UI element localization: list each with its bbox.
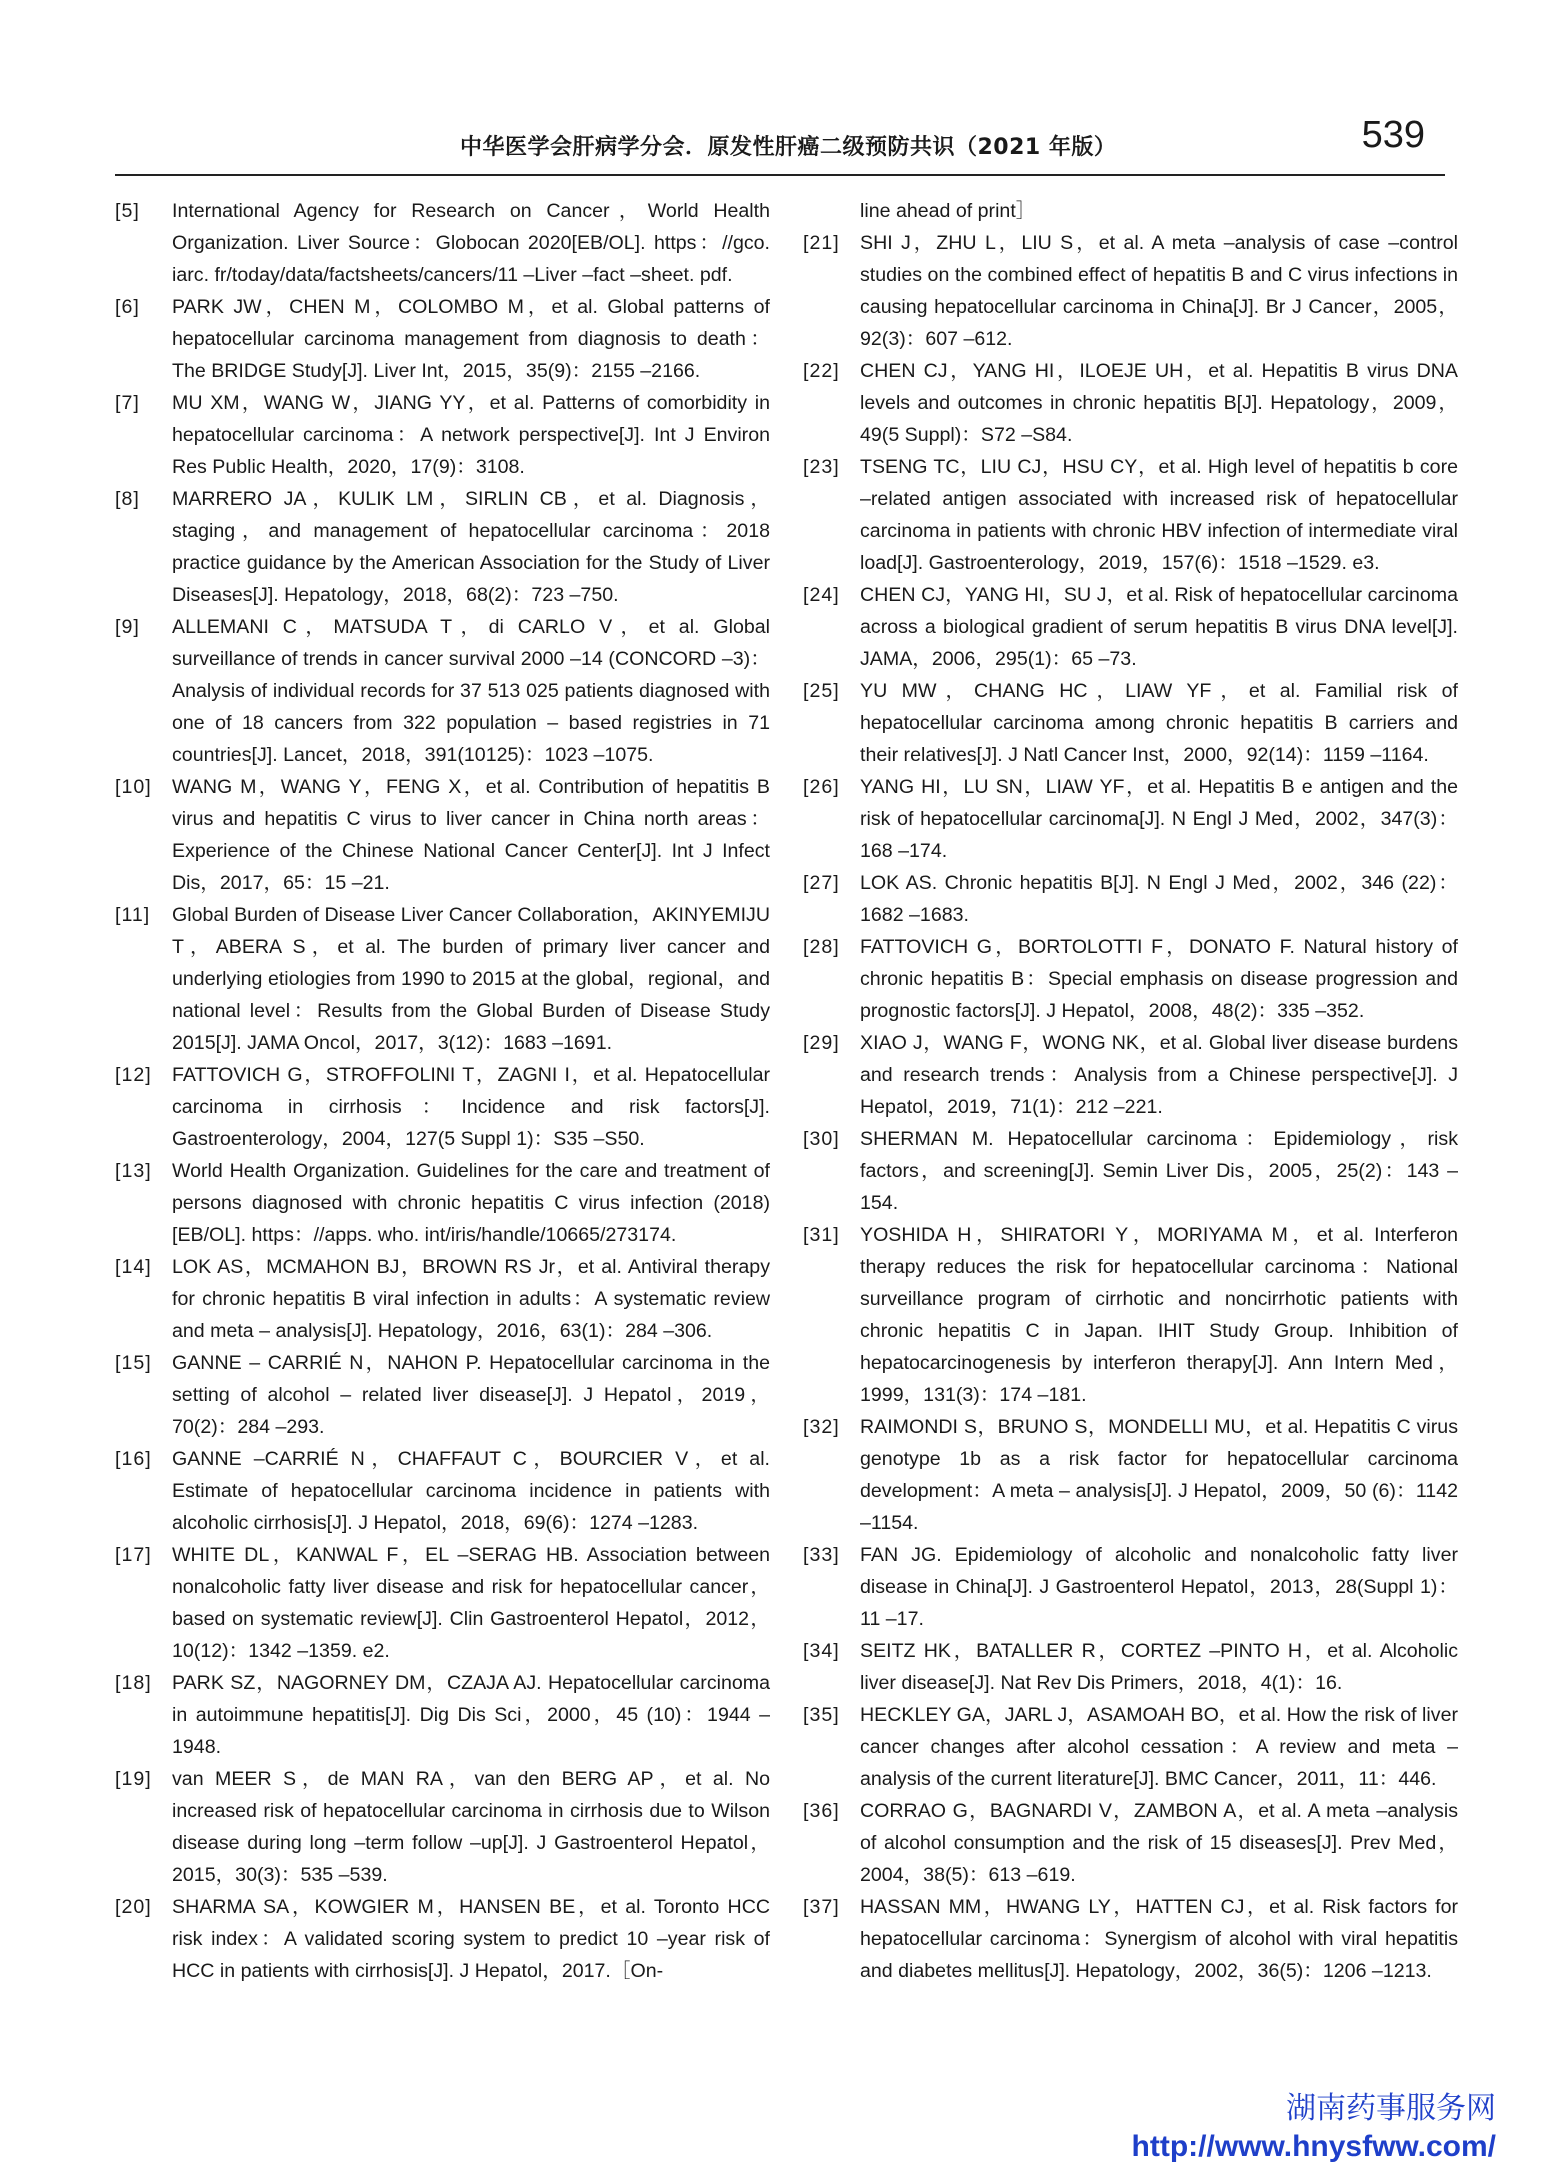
reference-text: YU MW，CHANG HC，LIAW YF，et al. Familial risk of hepatocellular carcinoma among chronic hepatitis B carriers and their relatives[J]. J Natl Cancer Inst，2000，92(14)：1159 –1164.	[860, 680, 1458, 766]
header-title: 中华医学会肝病学分会．原发性肝癌二级预防共识（2021 年版）	[460, 135, 1117, 160]
reference-column-right	[803, 195, 1458, 1987]
reference-item	[115, 1891, 770, 1987]
reference-text: GANNE – CARRIÉ N，NAHON P. Hepatocellular carcinoma in the setting of alcohol – related liver disease[J]. J Hepatol，2019，70(2)：284 –293.	[172, 1352, 770, 1438]
reference-number: [14]	[115, 1256, 152, 1278]
reference-text: CORRAO G，BAGNARDI V，ZAMBON A，et al. A meta –analysis of alcohol consumption and the risk of 15 diseases[J]. Prev Med，2004，38(5)：613 –619.	[860, 1800, 1458, 1886]
reference-text: Global Burden of Disease Liver Cancer Collaboration，AKINYEMIJU T，ABERA S，et al. The burden of primary liver cancer and underlying etiologies from 1990 to 2015 at the global，regional，and national level：Results from the Global Burden of Disease Study 2015[J]. JAMA Oncol，2017，3(12)：1683 –1691.	[172, 904, 770, 1054]
reference-item	[115, 1763, 770, 1891]
reference-text: SHERMAN M. Hepatocellular carcinoma：Epidemiology，risk factors，and screening[J]. Semin Liver Dis，2005，25(2)：143 –154.	[860, 1128, 1458, 1214]
reference-number: [33]	[803, 1544, 840, 1566]
reference-text: CHEN CJ，YANG HI，ILOEJE UH，et al. Hepatitis B virus DNA levels and outcomes in chronic hepatitis B[J]. Hepatology，2009，49(5 Suppl)：S72 –S84.	[860, 360, 1458, 446]
reference-number: [18]	[115, 1672, 152, 1694]
reference-item	[115, 771, 770, 899]
reference-text: LOK AS. Chronic hepatitis B[J]. N Engl J Med，2002，346 (22)：1682 –1683.	[860, 872, 1458, 926]
reference-text: ALLEMANI C，MATSUDA T，di CARLO V，et al. Global surveillance of trends in cancer survival 2000 –14 (CONCORD –3)：Analysis of individual records for 37 513 025 patients diagnosed with one of 18 cancers from 322 population – based registries in 71 countries[J]. Lancet，2018，391(10125)：1023 –1075.	[172, 616, 770, 766]
reference-item	[803, 1411, 1458, 1539]
reference-item	[803, 355, 1458, 451]
reference-text: WANG M，WANG Y，FENG X，et al. Contribution of hepatitis B virus and hepatitis C virus to liver cancer in China north areas：Experience of the Chinese National Cancer Center[J]. Int J Infect Dis，2017，65：15 –21.	[172, 776, 770, 894]
reference-number: [8]	[115, 488, 140, 510]
reference-text: SHARMA SA，KOWGIER M，HANSEN BE，et al. Toronto HCC risk index：A validated scoring system to predict 10 –year risk of HCC in patients with cirrhosis[J]. J Hepatol，2017.［On-	[172, 1896, 770, 1982]
reference-text: MARRERO JA，KULIK LM，SIRLIN CB，et al. Diagnosis，staging，and management of hepatocellular carcinoma：2018 practice guidance by the American Association for the Study of Liver Diseases[J]. Hepatology，2018，68(2)：723 –750.	[172, 488, 770, 606]
reference-text: RAIMONDI S，BRUNO S，MONDELLI MU，et al. Hepatitis C virus genotype 1b as a risk factor for hepatocellular carcinoma development：A meta – analysis[J]. J Hepatol，2009，50 (6)：1142 –1154.	[860, 1416, 1458, 1534]
page-number: 539	[1361, 114, 1425, 156]
reference-text: PARK JW，CHEN M，COLOMBO M，et al. Global patterns of hepatocellular carcinoma management from diagnosis to death：The BRIDGE Study[J]. Liver Int，2015，35(9)：2155 –2166.	[172, 296, 770, 382]
reference-text: LOK AS，MCMAHON BJ，BROWN RS Jr，et al. Antiviral therapy for chronic hepatitis B viral infection in adults：A systematic review and meta – analysis[J]. Hepatology，2016，63(1)：284 –306.	[172, 1256, 770, 1342]
reference-text: van MEER S，de MAN RA，van den BERG AP，et al. No increased risk of hepatocellular carcinoma in cirrhosis due to Wilson disease during long –term follow –up[J]. J Gastroenterol Hepatol，2015，30(3)：535 –539.	[172, 1768, 770, 1886]
watermark-site-name: 湖南药事服务网	[1286, 2091, 1496, 2126]
reference-item	[115, 1347, 770, 1443]
reference-text: HECKLEY GA，JARL J，ASAMOAH BO，et al. How the risk of liver cancer changes after alcohol cessation：A review and meta –analysis of the current literature[J]. BMC Cancer，2011，11：446.	[860, 1704, 1458, 1790]
reference-item	[803, 1635, 1458, 1699]
reference-number: [28]	[803, 936, 840, 958]
reference-text: HASSAN MM，HWANG LY，HATTEN CJ，et al. Risk factors for hepatocellular carcinoma：Synergism of alcohol with viral hepatitis and diabetes mellitus[J]. Hepatology，2002，36(5)：1206 –1213.	[860, 1896, 1458, 1982]
reference-item	[803, 1795, 1458, 1891]
reference-number: [24]	[803, 584, 840, 606]
reference-number: [30]	[803, 1128, 840, 1150]
reference-text: FATTOVICH G，STROFFOLINI T，ZAGNI I，et al. Hepatocellular carcinoma in cirrhosis：Incidence and risk factors[J]. Gastroenterology，2004，127(5 Suppl 1)：S35 –S50.	[172, 1064, 770, 1150]
reference-item	[803, 1027, 1458, 1123]
reference-number: [19]	[115, 1768, 152, 1790]
reference-number: [36]	[803, 1800, 840, 1822]
reference-number: [10]	[115, 776, 152, 798]
reference-text: FATTOVICH G，BORTOLOTTI F，DONATO F. Natural history of chronic hepatitis B：Special emphasis on disease progression and prognostic factors[J]. J Hepatol，2008，48(2)：335 –352.	[860, 936, 1458, 1022]
reference-item	[803, 1123, 1458, 1219]
reference-number: [31]	[803, 1224, 840, 1246]
reference-number: [25]	[803, 680, 840, 702]
reference-item	[803, 1539, 1458, 1635]
reference-item	[803, 1699, 1458, 1795]
reference-number: [9]	[115, 616, 140, 638]
reference-number: [21]	[803, 232, 840, 254]
reference-text: International Agency for Research on Cancer，World Health Organization. Liver Source：Globocan 2020[EB/OL]. https：//gco. iarc. fr/today/data/factsheets/cancers/11 –Liver –fact –sheet. pdf.	[172, 200, 770, 286]
reference-text: World Health Organization. Guidelines for the care and treatment of persons diagnosed with chronic hepatitis C virus infection (2018) [EB/OL]. https：//apps. who. int/iris/handle/10665/273174.	[172, 1160, 770, 1246]
reference-number: [34]	[803, 1640, 840, 1662]
reference-item	[115, 1667, 770, 1763]
reference-text: WHITE DL，KANWAL F，EL –SERAG HB. Association between nonalcoholic fatty liver disease and risk for hepatocellular cancer，based on systematic review[J]. Clin Gastroenterol Hepatol，2012，10(12)：1342 –1359. e2.	[172, 1544, 770, 1662]
reference-number: [20]	[115, 1896, 152, 1918]
reference-text: GANNE –CARRIÉ N，CHAFFAUT C，BOURCIER V，et al. Estimate of hepatocellular carcinoma incidence in patients with alcoholic cirrhosis[J]. J Hepatol，2018，69(6)：1274 –1283.	[172, 1448, 770, 1534]
reference-item	[803, 931, 1458, 1027]
reference-number: [26]	[803, 776, 840, 798]
reference-item	[115, 387, 770, 483]
reference-item	[115, 611, 770, 771]
reference-text: FAN JG. Epidemiology of alcoholic and nonalcoholic fatty liver disease in China[J]. J Gastroenterol Hepatol，2013，28(Suppl 1)：11 –17.	[860, 1544, 1458, 1630]
reference-number: [7]	[115, 392, 140, 414]
reference-continuation: line ahead of print］	[860, 200, 1036, 222]
reference-item	[115, 1443, 770, 1539]
reference-item	[115, 1059, 770, 1155]
reference-text: SHI J，ZHU L，LIU S，et al. A meta –analysis of case –control studies on the combined effect of hepatitis B and C virus infections in causing hepatocellular carcinoma in China[J]. Br J Cancer，2005，92(3)：607 –612.	[860, 232, 1458, 350]
reference-item	[803, 675, 1458, 771]
reference-item	[115, 1539, 770, 1667]
reference-item	[115, 1155, 770, 1251]
reference-item	[803, 1219, 1458, 1411]
reference-number: [22]	[803, 360, 840, 382]
reference-number: [32]	[803, 1416, 840, 1438]
reference-number: [13]	[115, 1160, 152, 1182]
reference-number: [12]	[115, 1064, 152, 1086]
reference-item	[803, 227, 1458, 355]
reference-item	[803, 771, 1458, 867]
reference-text: YANG HI，LU SN，LIAW YF，et al. Hepatitis B e antigen and the risk of hepatocellular carcinoma[J]. N Engl J Med，2002，347(3)：168 –174.	[860, 776, 1458, 862]
reference-number: [35]	[803, 1704, 840, 1726]
reference-item	[115, 899, 770, 1059]
reference-text: XIAO J，WANG F，WONG NK，et al. Global liver disease burdens and research trends：Analysis from a Chinese perspective[J]. J Hepatol，2019，71(1)：212 –221.	[860, 1032, 1458, 1118]
reference-number: [29]	[803, 1032, 840, 1054]
reference-number: [37]	[803, 1896, 840, 1918]
reference-text: MU XM，WANG W，JIANG YY，et al. Patterns of comorbidity in hepatocellular carcinoma：A network perspective[J]. Int J Environ Res Public Health，2020，17(9)：3108.	[172, 392, 770, 478]
reference-number: [11]	[115, 904, 151, 926]
reference-number: [15]	[115, 1352, 152, 1374]
reference-item	[115, 195, 770, 291]
reference-item	[803, 867, 1458, 931]
reference-number: [16]	[115, 1448, 152, 1470]
reference-number: [6]	[115, 296, 140, 318]
watermark-url-link[interactable]: http://www.hnysfww.com/	[1131, 2130, 1496, 2163]
reference-column-left	[115, 195, 770, 1987]
reference-text: SEITZ HK，BATALLER R，CORTEZ –PINTO H，et al. Alcoholic liver disease[J]. Nat Rev Dis Primers，2018，4(1)：16.	[860, 1640, 1458, 1694]
reference-item	[115, 483, 770, 611]
reference-item	[803, 451, 1458, 579]
reference-text: PARK SZ，NAGORNEY DM，CZAJA AJ. Hepatocellular carcinoma in autoimmune hepatitis[J]. Dig Dis Sci，2000，45 (10)：1944 –1948.	[172, 1672, 770, 1758]
site-watermark	[1132, 2090, 1496, 2166]
reference-text: CHEN CJ，YANG HI，SU J，et al. Risk of hepatocellular carcinoma across a biological gradient of serum hepatitis B virus DNA level[J]. JAMA，2006，295(1)：65 –73.	[860, 584, 1458, 670]
running-header	[115, 114, 1445, 176]
reference-number: [27]	[803, 872, 840, 894]
reference-number: [23]	[803, 456, 840, 478]
reference-item	[803, 1891, 1458, 1987]
reference-item	[803, 579, 1458, 675]
reference-item	[115, 291, 770, 387]
reference-text: YOSHIDA H，SHIRATORI Y，MORIYAMA M，et al. Interferon therapy reduces the risk for hepatocellular carcinoma：National surveillance program of cirrhotic and noncirrhotic patients with chronic hepatitis C in Japan. IHIT Study Group. Inhibition of hepatocarcinogenesis by interferon therapy[J]. Ann Intern Med，1999，131(3)：174 –181.	[860, 1224, 1458, 1406]
reference-item	[115, 1251, 770, 1347]
reference-number: [5]	[115, 200, 140, 222]
reference-number: [17]	[115, 1544, 152, 1566]
reference-text: TSENG TC，LIU CJ，HSU CY，et al. High level of hepatitis b core –related antigen associated with increased risk of hepatocellular carcinoma in patients with chronic HBV infection of intermediate viral load[J]. Gastroenterology，2019，157(6)：1518 –1529. e3.	[860, 456, 1458, 574]
